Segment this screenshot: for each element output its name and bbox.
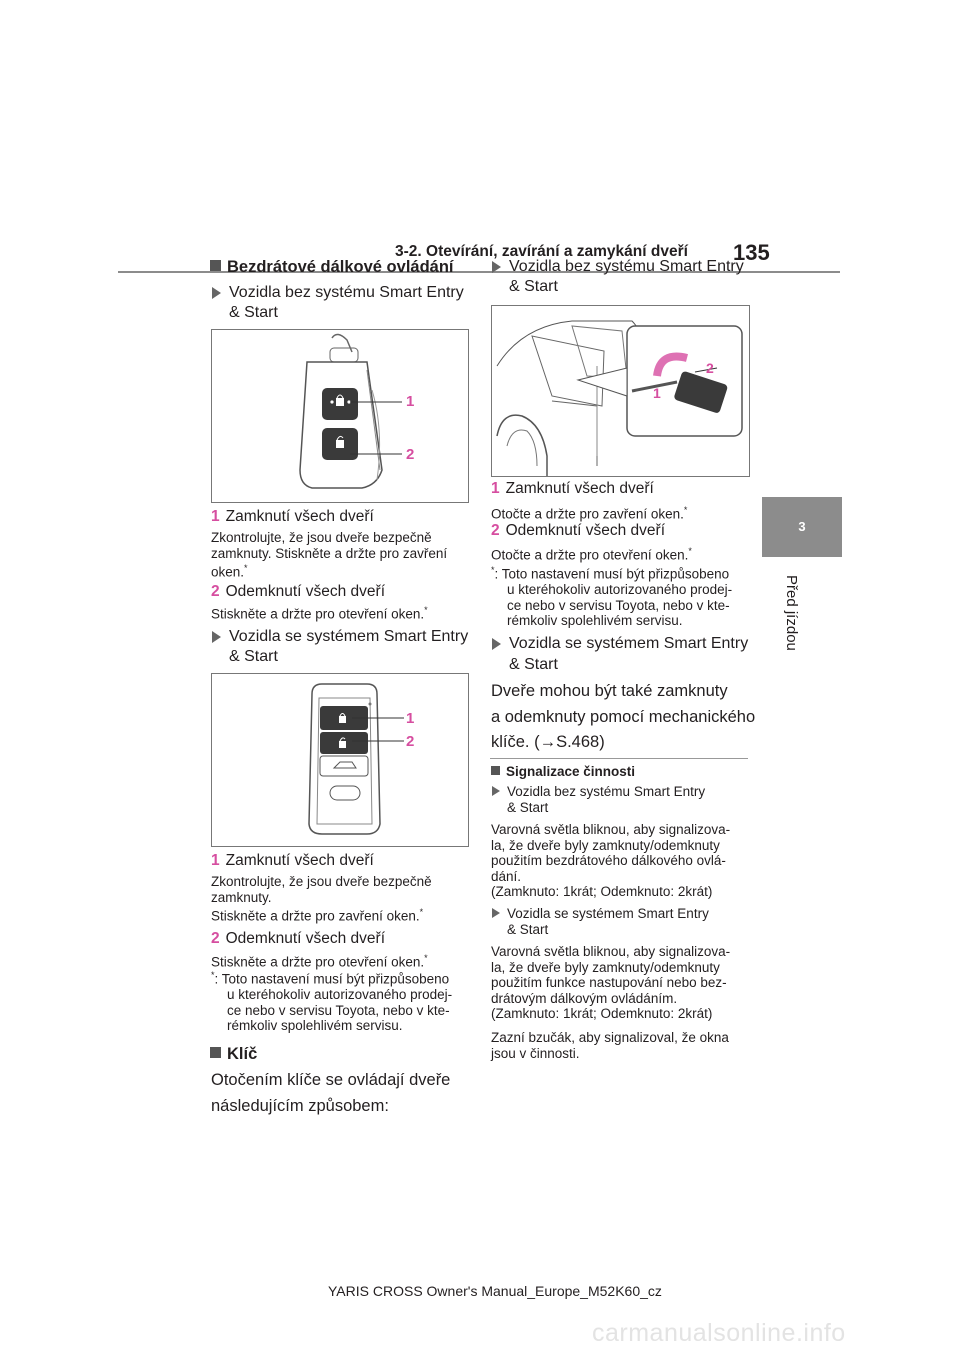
section-heading-remote (210, 258, 454, 277)
footnote: *: Toto nastavení musí být přizpůsobeno u kteréhokoliv autorizovaného prodej- ce nebo v servisu Toyota, nebo v kte- rémkoliv spolehlivém servisu. (491, 565, 733, 628)
callout-2: 2 (706, 360, 714, 376)
figure-mechanical-key-door (491, 305, 750, 477)
section-title: 3-2. Otevírání, zavírání a zamykání dveří (395, 243, 688, 260)
heading-text: Bezdrátové dálkové ovládání (227, 258, 454, 276)
smart-key-illustration (212, 674, 468, 846)
step-unlock-all: 2 Odemknutí všech dveří (211, 583, 385, 600)
mechanical-key-text-2: a odemknuty pomocí mechanického (491, 708, 756, 726)
triangle-bullet-icon (212, 287, 221, 299)
subheading-smart-entry-2: & Start (509, 656, 558, 673)
triangle-bullet-icon (492, 908, 500, 918)
step-unlock-all: 2 Odemknutí všech dveří (211, 930, 385, 947)
step-unlock-desc: Stiskněte a držte pro otevření oken.* (211, 953, 428, 970)
callout-2: 2 (406, 446, 415, 463)
signal-paragraph-3: Zazní bzučák, aby signalizoval, že okna jsou v činnosti. (491, 1030, 729, 1061)
signal-paragraph-2: Varovná světla bliknou, aby signalizova- la, že dveře byly zamknuty/odemknuty použitím funkce nastupování nebo bez- drátovým dálkovým ovládáním. (Zamknuto: 1krát; Odemknuto: 2krát) (491, 944, 731, 1021)
step-lock-all: 1 Zamknutí všech dveří (211, 852, 374, 869)
step-lock-desc: Zkontrolujte, že jsou dveře bezpečně zamknuty. Stiskněte a držte pro zavření oken.* (211, 530, 448, 580)
callout-1: 1 (406, 710, 415, 727)
chapter-number-tab: 3 (762, 497, 842, 557)
figure-smart-key (211, 673, 469, 847)
callout-2: 2 (406, 733, 415, 750)
key-text-2: následujícím způsobem: (211, 1097, 389, 1115)
square-bullet-icon (210, 1047, 221, 1058)
subheading-no-smart-entry: Vozidla bez systému Smart Entry (212, 283, 464, 303)
triangle-bullet-icon (492, 786, 500, 796)
page-number: 135 (733, 240, 770, 265)
square-bullet-icon (491, 766, 500, 775)
chapter-title-tab (772, 575, 812, 675)
triangle-bullet-icon (492, 638, 501, 650)
mechanical-key-text-3: klíče. (→S.468) (491, 733, 605, 751)
subheading-smart-entry: Vozidla se systémem Smart Entry (212, 627, 468, 647)
step-lock-all: 1 Zamknutí všech dveří (491, 480, 654, 497)
subheading-smart-entry: Vozidla se systémem Smart Entry (492, 634, 748, 654)
subheading-no-smart-entry: Vozidla bez systému Smart Entry (492, 257, 744, 277)
step-lock-desc: Otočte a držte pro zavření oken.* (491, 505, 688, 522)
step-lock-desc: Zkontrolujte, že jsou dveře bezpečně zamknuty. Stiskněte a držte pro zavření oken.* (211, 874, 432, 924)
signal-sub-smart-entry: Vozidla se systémem Smart Entry & Start (492, 906, 709, 937)
subheading-no-smart-entry-2: & Start (229, 304, 278, 321)
chapter-title: Před jízdou (783, 575, 800, 651)
square-bullet-icon (210, 260, 221, 271)
signal-paragraph-1: Varovná světla bliknou, aby signalizova- la, že dveře byly zamknuty/odemknuty použitím bezdrátového dálkového ovlá- dání. (Zamknuto: 1krát; Odemknuto: 2krát) (491, 822, 731, 899)
footnote: *: Toto nastavení musí být přizpůsobeno u kteréhokoliv autorizovaného prodej- ce nebo v servisu Toyota, nebo v kte- rémkoliv spolehlivém servisu. (211, 970, 453, 1033)
section-heading-key: Klíč (210, 1045, 257, 1064)
watermark: carmanualsonline.info (592, 1319, 846, 1347)
signal-sub-no-smart-entry: Vozidla bez systému Smart Entry & Start (492, 784, 705, 815)
mechanical-key-text: Dveře mohou být také zamknuty (491, 682, 728, 700)
step-unlock-all: 2 Odemknutí všech dveří (491, 522, 665, 539)
triangle-bullet-icon (492, 261, 501, 273)
footer-manual-id: YARIS CROSS Owner's Manual_Europe_M52K60_cz (328, 1283, 662, 1299)
subheading-smart-entry-2: & Start (229, 648, 278, 665)
callout-1: 1 (653, 385, 661, 401)
step-unlock-desc: Stiskněte a držte pro otevření oken.* (211, 605, 428, 622)
subheading-no-smart-entry-2: & Start (509, 278, 558, 295)
step-lock-all: 1 Zamknutí všech dveří (211, 508, 374, 525)
section-divider (490, 758, 748, 759)
car-door-key-illustration (492, 306, 749, 476)
step-unlock-desc: Otočte a držte pro otevření oken.* (491, 546, 692, 563)
triangle-bullet-icon (212, 631, 221, 643)
flip-key-illustration (212, 330, 468, 502)
figure-flip-key-remote (211, 329, 469, 503)
key-text: Otočením klíče se ovládají dveře (211, 1071, 451, 1089)
signal-heading: Signalizace činnosti (491, 764, 635, 779)
callout-1: 1 (406, 393, 415, 410)
